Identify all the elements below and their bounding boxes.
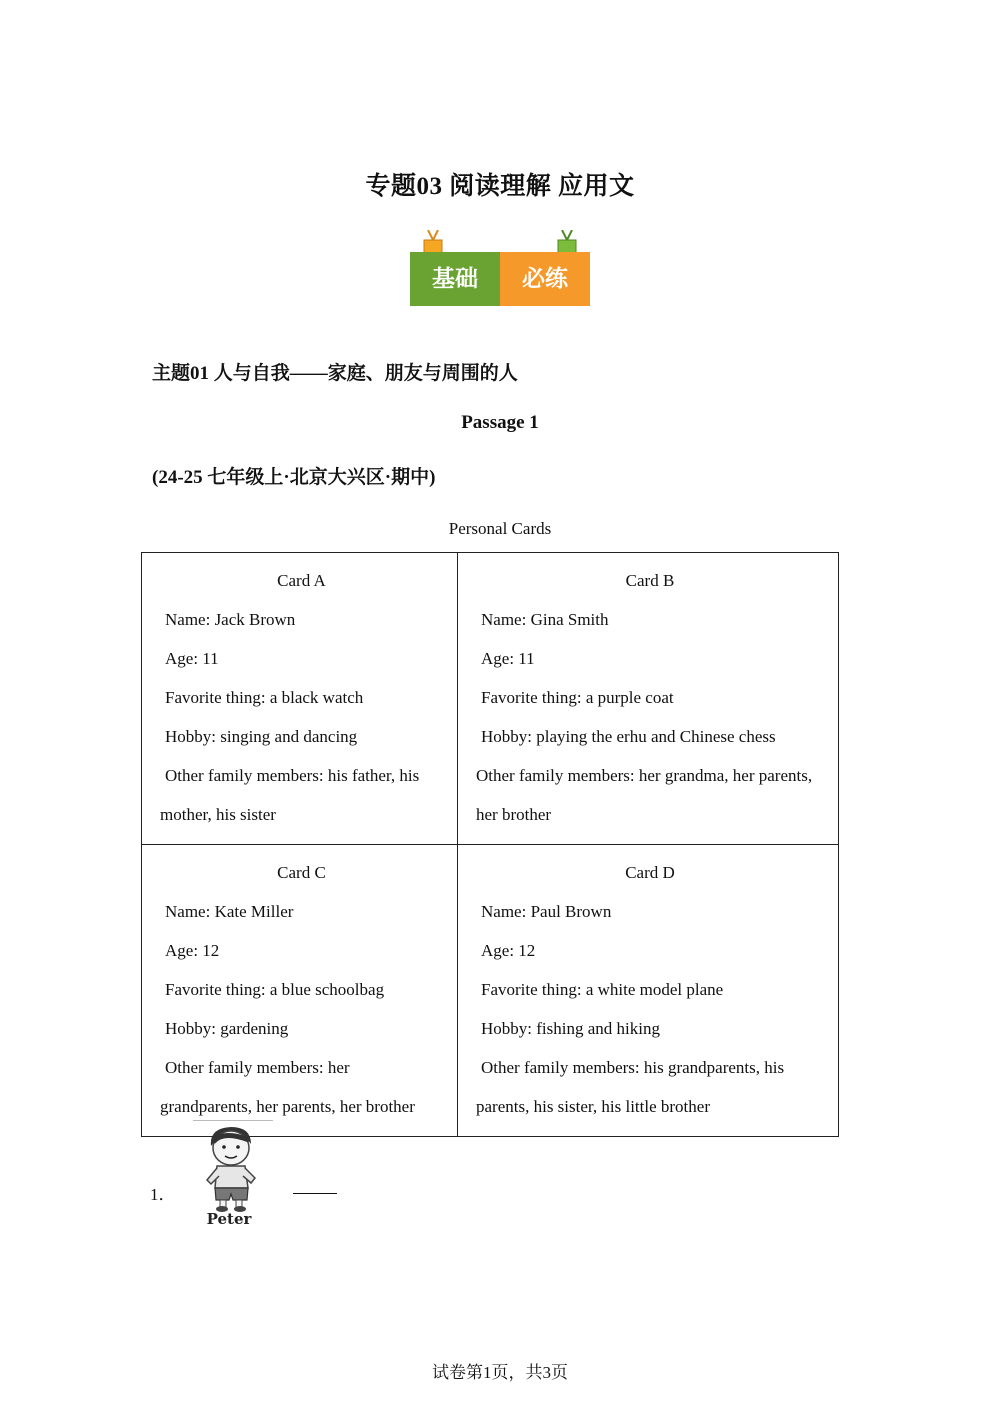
- card-title: Card C: [277, 863, 326, 882]
- table-row: [142, 553, 839, 845]
- table-row: [142, 845, 839, 1137]
- card-family-cont: mother, his sister: [160, 805, 276, 824]
- card-family-cont: grandparents, her parents, her brother: [160, 1097, 415, 1116]
- card-age: Age: 12: [165, 941, 220, 960]
- card-c: [142, 845, 458, 1137]
- card-title: Card B: [625, 571, 675, 590]
- question-number: 1．: [150, 1185, 176, 1204]
- card-name: Name: Kate Miller: [165, 902, 294, 921]
- passage-heading: Passage 1: [461, 412, 539, 433]
- section-banner: [410, 230, 590, 306]
- card-family: Other family members: her: [165, 1058, 350, 1077]
- answer-blank[interactable]: [293, 1193, 337, 1194]
- card-age: Age: 11: [481, 649, 535, 668]
- card-hobby: Hobby: fishing and hiking: [481, 1019, 660, 1038]
- card-a: [142, 553, 458, 845]
- card-family-cont: her brother: [476, 805, 552, 824]
- card-b: [458, 553, 839, 845]
- card-favorite: Favorite thing: a black watch: [165, 688, 364, 707]
- source-note: (24-25 七年级上·北京大兴区·期中): [152, 467, 436, 488]
- figure-label: Peter: [206, 1210, 252, 1228]
- card-d: [458, 845, 839, 1137]
- card-favorite: Favorite thing: a white model plane: [481, 980, 724, 999]
- card-hobby: Hobby: singing and dancing: [165, 727, 358, 746]
- page-footer: 试卷第1页，共3页: [432, 1363, 568, 1382]
- banner-right-text: 必练: [522, 266, 568, 292]
- card-age: Age: 12: [481, 941, 536, 960]
- personal-cards-table: [141, 552, 839, 1137]
- boy-illustration-icon: [193, 1120, 273, 1228]
- topic-heading: 主题01 人与自我——家庭、朋友与周围的人: [152, 363, 518, 384]
- card-favorite: Favorite thing: a blue schoolbag: [165, 980, 385, 999]
- card-family: Other family members: his grandparents, his: [481, 1058, 785, 1077]
- card-hobby: Hobby: gardening: [165, 1019, 289, 1038]
- card-hobby: Hobby: playing the erhu and Chinese chess: [481, 727, 776, 746]
- card-family-cont: parents, his sister, his little brother: [476, 1097, 710, 1116]
- card-age: Age: 11: [165, 649, 219, 668]
- card-name: Name: Jack Brown: [165, 610, 296, 629]
- card-family: Other family members: her grandma, her parents,: [476, 766, 813, 785]
- card-family: Other family members: his father, his: [165, 766, 420, 785]
- page-title: 专题03 阅读理解 应用文: [365, 173, 635, 200]
- card-name: Name: Paul Brown: [481, 902, 612, 921]
- card-title: Card A: [277, 571, 326, 590]
- card-favorite: Favorite thing: a purple coat: [481, 688, 674, 707]
- banner-left-text: 基础: [432, 266, 478, 292]
- card-name: Name: Gina Smith: [481, 610, 609, 629]
- card-title: Card D: [625, 863, 675, 882]
- table-caption: Personal Cards: [448, 519, 552, 538]
